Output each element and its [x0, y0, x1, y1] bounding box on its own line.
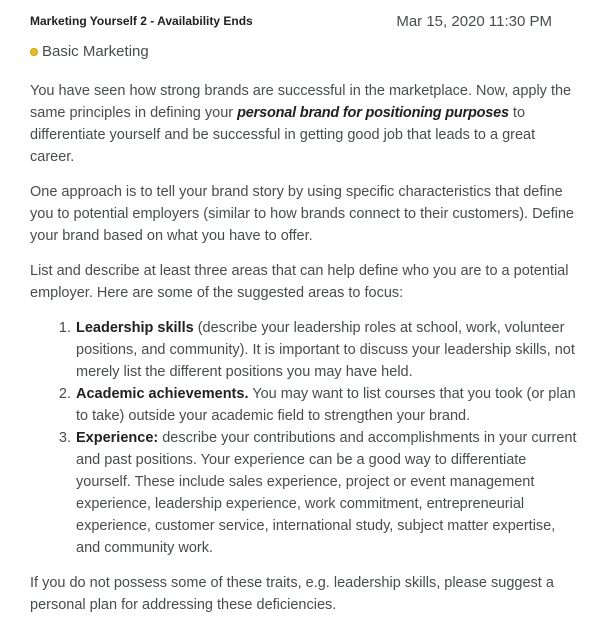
intro-text-end: to differentiate yourself and be successful in getting good job that leads to a great career.: [30, 105, 536, 165]
paragraph-approach: One approach is to tell your brand story by using specific characteristics that define you to potential employers (similar to how brands connect to their customers). Define your brand based on what you have to offer.: [30, 184, 574, 244]
list-item-text: (describe your leadership roles at school, work, volunteer positions, and community). It is important to discuss your leadership skills, not merely list the different positions you may have held.: [76, 320, 575, 380]
list-item-heading: Leadership skills: [76, 320, 194, 336]
list-item-text: You may want to list courses that you took (or plan to take) outside your academic field to strengthen your brand.: [76, 386, 576, 424]
list-item: [75, 383, 582, 427]
category-label: Basic Marketing: [42, 43, 149, 60]
topic-header: [30, 0, 578, 60]
topic-title[interactable]: Marketing Yourself 2 - Availability Ends: [30, 14, 253, 28]
paragraph-closing: If you do not possess some of these traits, e.g. leadership skills, please suggest a personal plan for addressing these deficiencies.: [30, 575, 554, 613]
category-dot-icon: [30, 48, 38, 56]
focus-areas-list: [30, 317, 582, 559]
paragraph-intro: [30, 80, 582, 168]
topic-body: [30, 80, 582, 629]
list-item: [75, 317, 582, 383]
category-tag: [30, 43, 149, 60]
list-item: [75, 427, 582, 559]
paragraph-instructions: List and describe at least three areas that can help define who you are to a potential employer. Here are some of the suggested areas to focus:: [30, 263, 569, 301]
list-item-heading: Experience:: [76, 430, 159, 446]
intro-emphasis: personal brand for positioning purposes: [237, 105, 509, 121]
due-date: Mar 15, 2020 11:30 PM: [396, 13, 552, 30]
intro-text: You have seen how strong brands are successful in the marketplace. Now, apply the same principles in defining your: [30, 83, 572, 121]
list-item-text: describe your contributions and accomplishments in your current and past positions. Your experience can be a good way to differentiate yourself. These include sales experience, project or event management experience, leadership experience, work commitment, entrepreneurial experience, customer service, international study, subject matter expertise, and community work.: [76, 430, 577, 556]
list-item-heading: Academic achievements.: [76, 386, 249, 402]
